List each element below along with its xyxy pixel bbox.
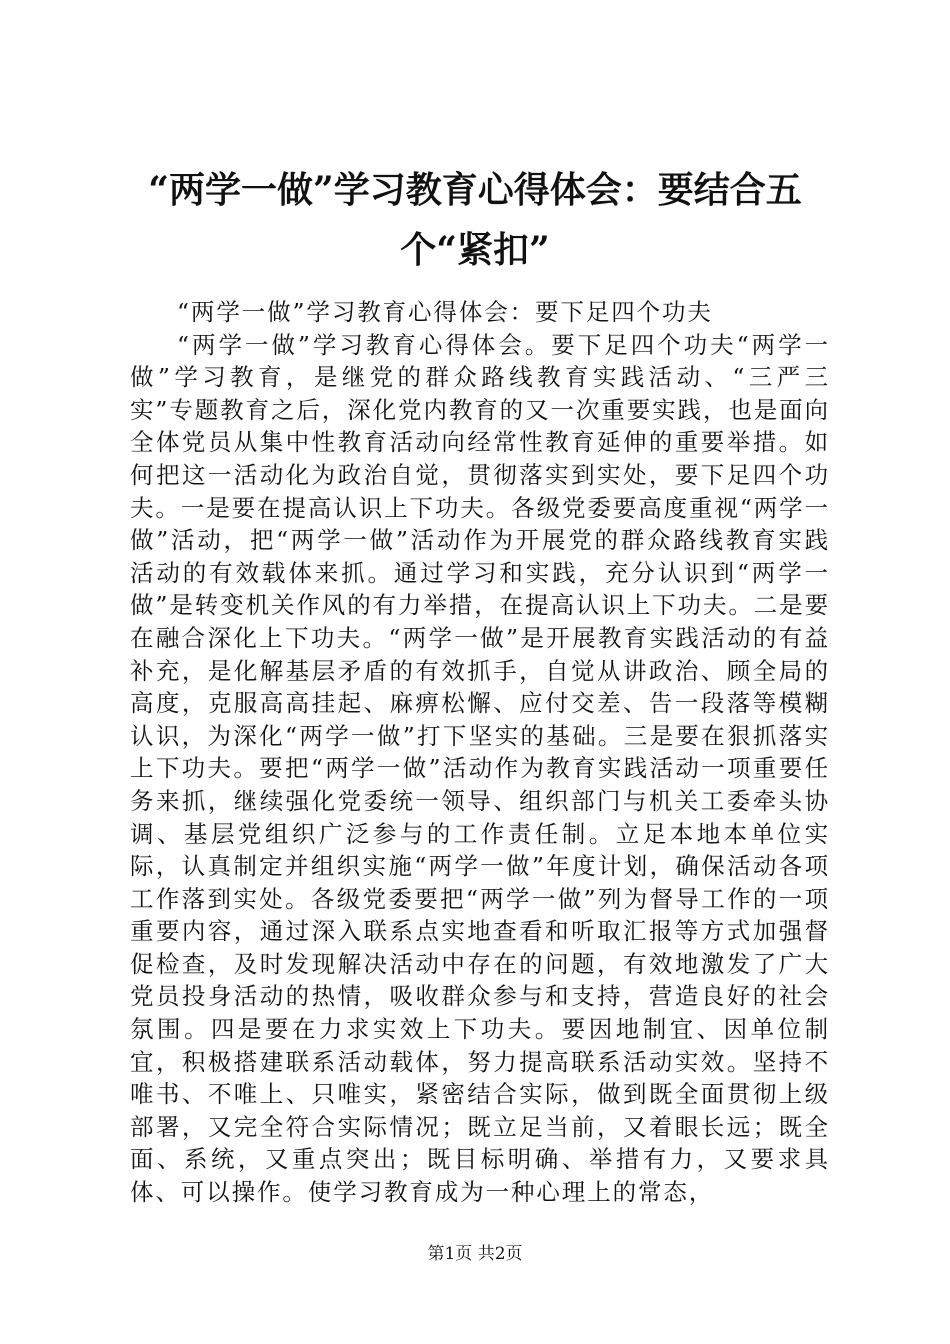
- document-subtitle: “两学一做”学习教育心得体会：要下足四个功夫: [177, 298, 713, 326]
- document-body: [130, 296, 830, 1209]
- page-footer: 第1页 共2页: [427, 1244, 523, 1264]
- document-title: “两学一做”学习教育心得体会：要结合五个“紧扣”: [148, 169, 802, 271]
- body-paragraph: “两学一做”学习教育心得体会。要下足四个功夫“两学一做”学习教育，是继党的群众路线教育实践活动、“三严三实”专题教育之后，深化党内教育的又一次重要实践，也是面向全体党员从集中性教育活动向经常性教育延伸的重要举措。如何把这一活动化为政治自觉，贯彻落实到实处，要下足四个功夫。一是要在提高认识上下功夫。各级党委要高度重视“两学一做”活动，把“两学一做”活动作为开展党的群众路线教育实践活动的有效载体来抓。通过学习和实践，充分认识到“两学一做”是转变机关作风的有力举措，在提高认识上下功夫。二是要在融合深化上下功夫。“两学一做”是开展教育实践活动的有益补充，是化解基层矛盾的有效抓手，自觉从讲政治、顾全局的高度，克服高高挂起、麻痹松懈、应付交差、告一段落等模糊认识，为深化“两学一做”打下坚实的基础。三是要在狠抓落实上下功夫。要把“两学一做”活动作为教育实践活动一项重要任务来抓，继续强化党委统一领导、组织部门与机关工委牵头协调、基层党组织广泛参与的工作责任制。立足本地本单位实际，认真制定并组织实施“两学一做”年度计划，确保活动各项工作落到实处。各级党委要把“两学一做”列为督导工作的一项重要内容，通过深入联系点实地查看和听取汇报等方式加强督促检查，及时发现解决活动中存在的问题，有效地激发了广大党员投身活动的热情，吸收群众参与和支持，营造良好的社会氛围。四是要在力求实效上下功夫。要因地制宜、因单位制宜，积极搭建联系活动载体，努力提高联系活动实效。坚持不唯书、不唯上、只唯实，紧密结合实际，做到既全面贯彻上级部署，又完全符合实际情况；既立足当前，又着眼长远；既全面、系统，又重点突出；既目标明确、举措有力，又要求具体、可以操作。使学习教育成为一种心理上的常态，: [130, 330, 830, 1207]
